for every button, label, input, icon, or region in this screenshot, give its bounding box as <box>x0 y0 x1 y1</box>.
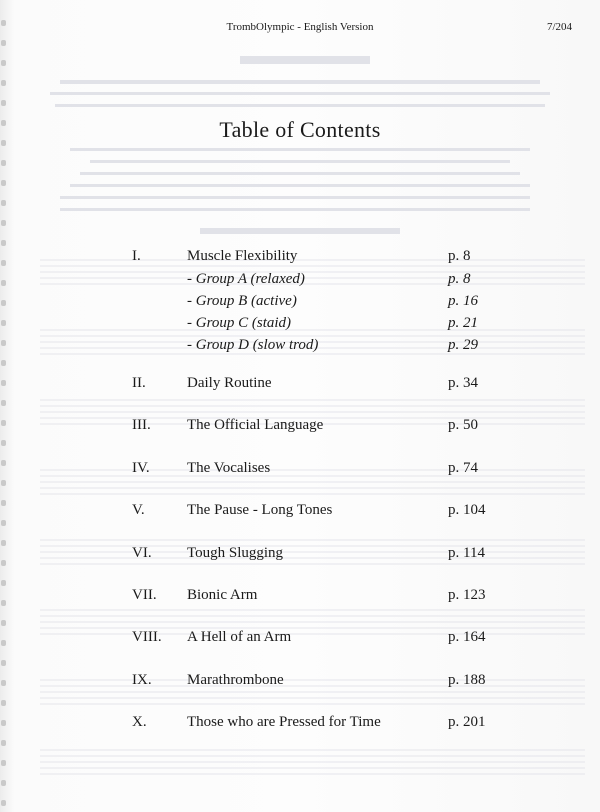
toc-entry-page: p. 164 <box>448 629 486 645</box>
toc-subentry-page: p. 21 <box>448 315 478 331</box>
toc-entry-label: Daily Routine <box>187 375 272 391</box>
toc-subentry[interactable] <box>0 268 600 290</box>
toc-entry-page: p. 123 <box>448 587 486 603</box>
toc-subentry[interactable] <box>0 290 600 312</box>
page-number: 7/204 <box>546 21 572 33</box>
toc-entry-number: I. <box>132 248 141 264</box>
toc-entry-number: VI. <box>132 545 152 561</box>
toc-entry-page: p. 8 <box>448 248 471 264</box>
toc-subentry-page: p. 29 <box>448 337 478 353</box>
toc-entry[interactable] <box>0 584 600 606</box>
toc-subentry[interactable] <box>0 334 600 356</box>
toc-entry-page: p. 104 <box>448 502 486 518</box>
toc-entry-number: X. <box>132 714 147 730</box>
toc-entry[interactable] <box>0 245 600 267</box>
toc-entry-page: p. 34 <box>448 375 478 391</box>
toc-entry-label: The Vocalises <box>187 460 271 476</box>
toc-entry[interactable] <box>0 669 600 691</box>
toc-entry-page: p. 201 <box>448 714 486 730</box>
toc-entry-number: V. <box>132 502 145 518</box>
toc-subentry-label: - Group B (active) <box>187 293 297 309</box>
toc-entry-number: IX. <box>132 672 152 688</box>
toc-entry-label: A Hell of an Arm <box>187 629 292 645</box>
toc-entry[interactable] <box>0 626 600 648</box>
running-header-title: TrombOlympic - English Version <box>226 21 374 33</box>
toc-entry[interactable] <box>0 414 600 436</box>
toc-heading: Table of Contents <box>219 117 381 142</box>
toc-entry-page: p. 50 <box>448 417 478 433</box>
toc-subentry-page: p. 8 <box>448 271 471 287</box>
toc-subentry-label: - Group D (slow trod) <box>187 337 319 353</box>
toc-entry-number: VIII. <box>132 629 162 645</box>
toc-subentry-page: p. 16 <box>448 293 478 309</box>
toc-entry-number: VII. <box>132 587 157 603</box>
toc-entry[interactable] <box>0 711 600 733</box>
toc-entry-number: IV. <box>132 460 150 476</box>
toc-entry-label: Bionic Arm <box>187 587 258 603</box>
toc-entry-page: p. 114 <box>448 545 485 561</box>
toc-entry-label: Marathrombone <box>187 672 284 688</box>
toc-entry-page: p. 188 <box>448 672 486 688</box>
toc-subentry-label: - Group A (relaxed) <box>187 271 305 287</box>
toc-entry-label: The Pause - Long Tones <box>187 502 333 518</box>
toc-entry-label: Muscle Flexibility <box>187 248 298 264</box>
toc-entry-label: Those who are Pressed for Time <box>187 714 381 730</box>
toc-entry-label: Tough Slugging <box>187 545 284 561</box>
toc-entry[interactable] <box>0 542 600 564</box>
toc-subentry[interactable] <box>0 312 600 334</box>
toc-entry-number: II. <box>132 375 146 391</box>
toc-entry-number: III. <box>132 417 151 433</box>
toc-subentry-label: - Group C (staid) <box>187 315 292 331</box>
toc-entry-label: The Official Language <box>187 417 324 433</box>
toc-entry[interactable] <box>0 457 600 479</box>
toc-entry[interactable] <box>0 372 600 394</box>
toc-entry-page: p. 74 <box>448 460 478 476</box>
toc-entry[interactable] <box>0 499 600 521</box>
